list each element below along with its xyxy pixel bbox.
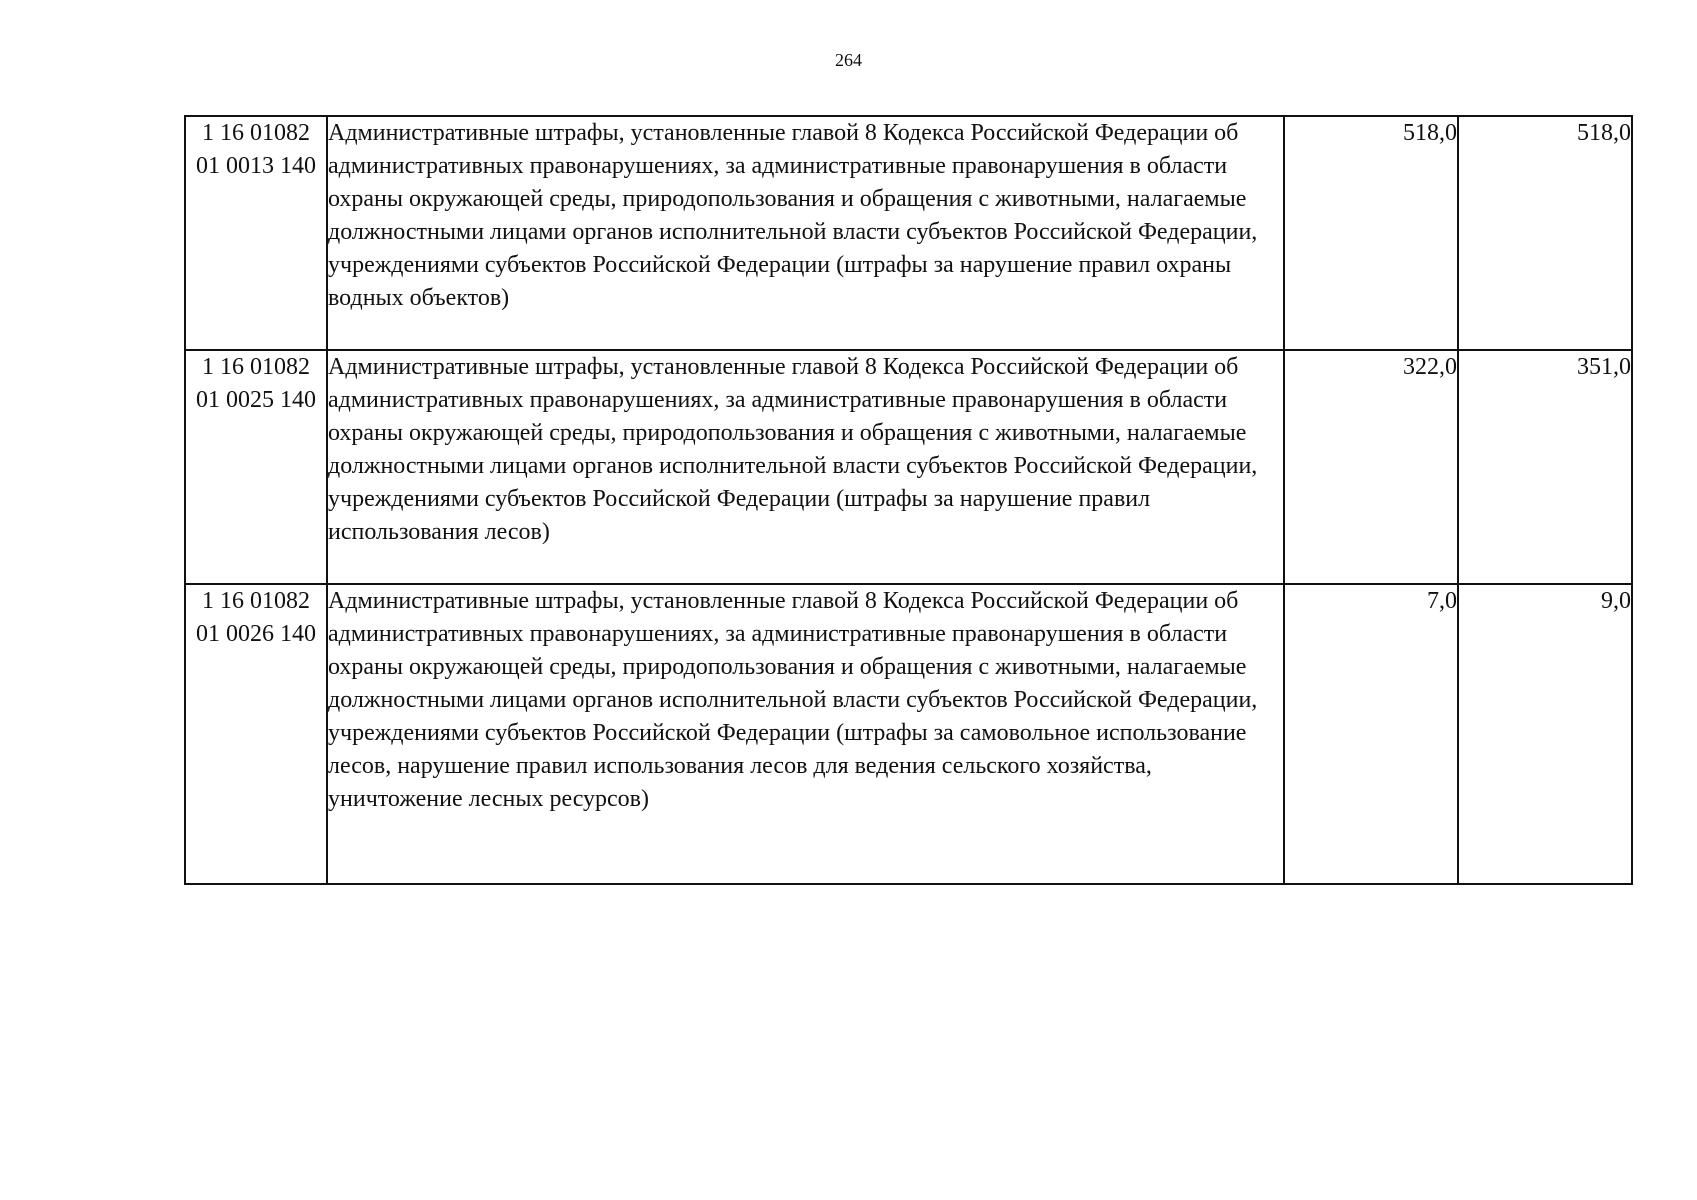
page-number: 264 [835,50,862,70]
value-2-cell: 9,0 [1458,584,1632,884]
description-cell: Административные штрафы, установленные главой 8 Кодекса Российской Федерации об административных правонарушениях, за административные правонарушения в области охраны окружающей среды, природопользования и обращения с животными, налагаемые должностными лицами органов исполнительной власти субъектов Российской Федерации, учреждениями субъектов Российской Федерации (штрафы за нарушение правил охраны водных объектов) [327,116,1284,350]
description-cell: Административные штрафы, установленные главой 8 Кодекса Российской Федерации об административных правонарушениях, за административные правонарушения в области охраны окружающей среды, природопользования и обращения с животными, налагаемые должностными лицами органов исполнительной власти субъектов Российской Федерации, учреждениями субъектов Российской Федерации (штрафы за самовольное использование лесов, нарушение правил использования лесов для ведения сельского хозяйства, уничтожение лесных ресурсов) [327,584,1284,884]
value-2-cell: 518,0 [1458,116,1632,350]
value-1-cell: 7,0 [1284,584,1458,884]
value-1-cell: 518,0 [1284,116,1458,350]
description-cell: Административные штрафы, установленные главой 8 Кодекса Российской Федерации об административных правонарушениях, за административные правонарушения в области охраны окружающей среды, природопользования и обращения с животными, налагаемые должностными лицами органов исполнительной власти субъектов Российской Федерации, учреждениями субъектов Российской Федерации (штрафы за нарушение правил использования лесов) [327,350,1284,584]
table-row [185,584,1632,884]
value-1-cell: 322,0 [1284,350,1458,584]
budget-revenue-table [184,115,1633,885]
budget-code-cell: 1 16 01082 01 0025 140 [185,350,327,584]
budget-code-cell: 1 16 01082 01 0026 140 [185,584,327,884]
table-row [185,350,1632,584]
budget-code-cell: 1 16 01082 01 0013 140 [185,116,327,350]
table-row [185,116,1632,350]
value-2-cell: 351,0 [1458,350,1632,584]
